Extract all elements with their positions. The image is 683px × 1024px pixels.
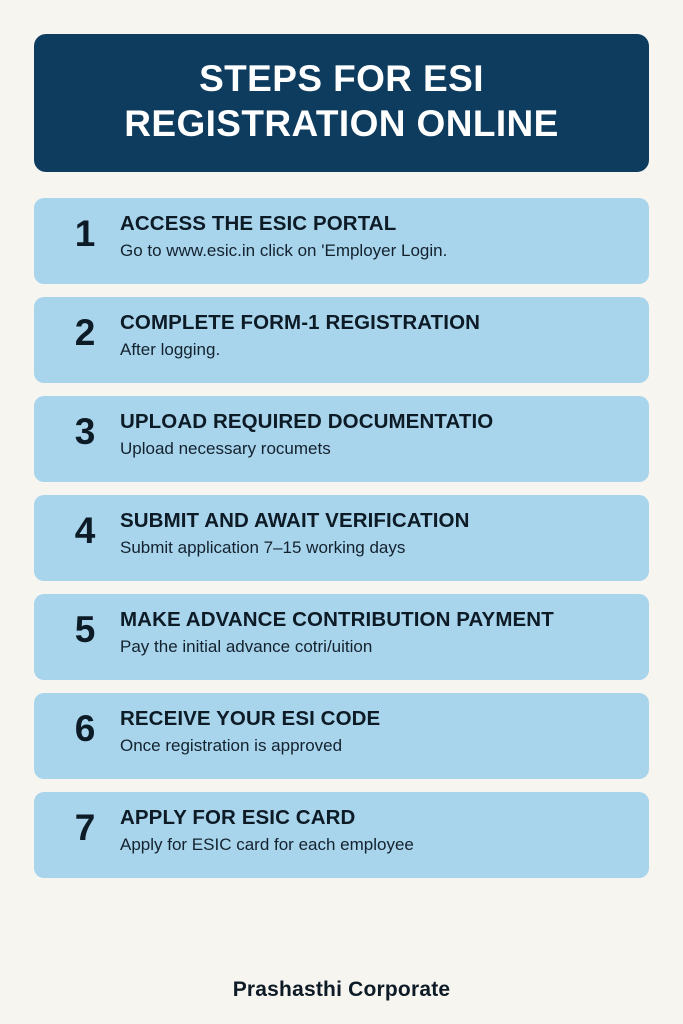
step-description: Once registration is approved: [120, 735, 343, 755]
step-description: After logging.: [120, 339, 221, 359]
step-description: Apply for ESIC card for each employee: [120, 834, 414, 854]
step-title: SUBMIT AND AWAIT VERIFICATION: [120, 509, 470, 533]
step-body: [120, 410, 633, 460]
step-title: RECEIVE YOUR ESI CODE: [120, 707, 381, 731]
list-item: [34, 396, 649, 482]
step-description: Upload necessary rocumets: [120, 438, 331, 458]
list-item: [34, 495, 649, 581]
page-title: STEPS FOR ESI REGISTRATION ONLINE: [124, 58, 559, 145]
step-title: ACCESS THE ESIC PORTAL: [120, 212, 397, 236]
step-body: [120, 509, 633, 559]
step-body: [120, 212, 633, 262]
step-title: COMPLETE FORM-1 REGISTRATION: [120, 311, 481, 335]
step-number: 2: [74, 312, 96, 354]
step-number: 5: [74, 609, 96, 651]
step-body: [120, 311, 633, 361]
step-body: [120, 806, 633, 856]
step-title: APPLY FOR ESIC CARD: [120, 806, 356, 830]
step-number: 6: [74, 708, 96, 750]
step-number: 1: [74, 213, 96, 255]
step-body: [120, 707, 633, 757]
step-title: MAKE ADVANCE CONTRIBUTION PAYMENT: [120, 608, 554, 632]
steps-list: [34, 198, 649, 878]
step-number: 3: [74, 411, 96, 453]
poster-footer: [34, 960, 649, 1024]
step-number: 7: [74, 807, 96, 849]
list-item: [34, 594, 649, 680]
list-item: [34, 297, 649, 383]
step-description: Pay the initial advance cotri/uition: [120, 636, 373, 656]
poster-header: [34, 34, 649, 172]
step-description: Go to www.esic.in click on 'Employer Login.: [120, 240, 448, 260]
step-number: 4: [74, 510, 96, 552]
list-item: [34, 792, 649, 878]
step-description: Submit application 7–15 working days: [120, 537, 406, 557]
step-body: [120, 608, 633, 658]
step-title: UPLOAD REQUIRED DOCUMENTATIO: [120, 410, 494, 434]
list-item: [34, 198, 649, 284]
list-item: [34, 693, 649, 779]
brand-name: Prashasthi Corporate: [232, 978, 451, 1001]
